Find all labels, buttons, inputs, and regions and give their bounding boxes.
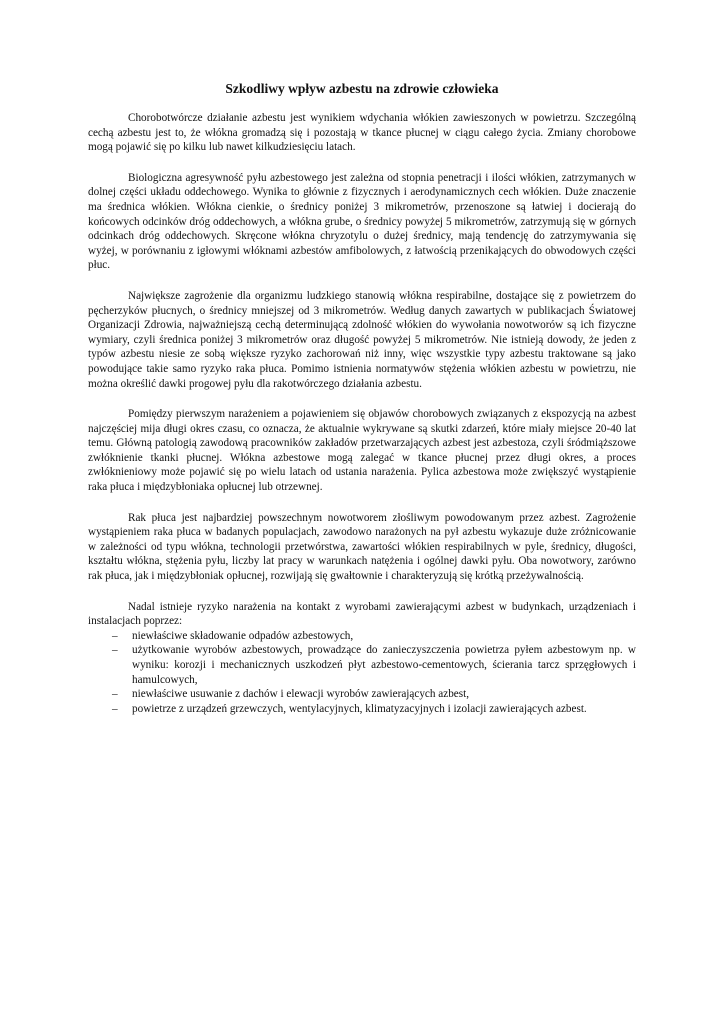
list-item bbox=[88, 687, 636, 702]
bullet-dash: – bbox=[112, 629, 118, 642]
list-item bbox=[88, 643, 636, 687]
paragraph-exposure-risk: Nadal istnieje ryzyko narażenia na kontakt z wyrobami zawierającymi azbest w budynkach, urządzeniach i instalacjach poprzez: bbox=[88, 600, 636, 628]
list-item bbox=[88, 702, 636, 717]
bullet-dash: – bbox=[112, 702, 118, 715]
bullet-dash: – bbox=[112, 644, 118, 657]
document-page bbox=[88, 80, 636, 716]
list-item-text: niewłaściwe składowanie odpadów azbestowych, bbox=[132, 629, 354, 642]
list-item-text: powietrze z urządzeń grzewczych, wentylacyjnych, klimatyzacyjnych i izolacji zawierających azbest. bbox=[132, 702, 587, 715]
list-item-text: niewłaściwe usuwanie z dachów i elewacji wyrobów zawierających azbest, bbox=[132, 688, 470, 701]
bullet-dash: – bbox=[112, 688, 118, 701]
paragraph-latency-asbestosis: Pomiędzy pierwszym narażeniem a pojawieniem się objawów chorobowych związanych z ekspozycją na azbest najczęściej mija długi okres czasu, co oznacza, że aktualnie wykrywane są skutki zdarzeń, które miały miejsce 20-40 lat temu. Główną patologią zawodową pracowników zakładów przetwarzających azbest jest azbestoza, czyli śródmiąższowe zwłóknienie tkanki płucnej. Włókna azbestowe mogą zalegać w tkance płucnej przez długi okres, a proces zwłóknieniowy może pojawić się po wielu latach od ustania narażenia. Pylica azbestowa może zwiększyć wystąpienie raka płuca i międzybłoniaka opłucnej lub otrzewnej. bbox=[88, 408, 636, 494]
list-item-text: użytkowanie wyrobów azbestowych, prowadzące do zanieczyszczenia powietrza pyłem azbestowym np. w wyniku: korozji i mechanicznych uszkodzeń płyt azbestowo-cementowych, ścierania tarcz sprzęgłowych i hamulcowych, bbox=[132, 644, 636, 686]
document-title: Szkodliwy wpływ azbestu na zdrowie człowieka bbox=[225, 81, 499, 96]
paragraph-lung-cancer: Rak płuca jest najbardziej powszechnym nowotworem złośliwym powodowanym przez azbest. Zagrożenie wystąpieniem raka płuca w badanych populacjach, zawodowo narażonych na pył azbestu wykazuje duże zróżnicowanie w zależności od typu włókna, technologii przetwórstwa, zawartości włókien respirabilnych w pyle, średnicy, długości, kształtu włókna, stężenia pyłu, liczby lat pracy w warunkach natężenia i ogólnej dawki pyłu. Oba nowotwory, zarówno rak płuca, jak i międzybłoniak opłucnej, rozwijają się gwałtownie i charakteryzują się krótką przeżywalnością. bbox=[88, 511, 636, 583]
paragraph-intro: Chorobotwórcze działanie azbestu jest wynikiem wdychania włókien zawieszonych w powietrzu. Szczególną cechą azbestu jest to, że włókna gromadzą się i pozostają w tkance płucnej w ciągu całego życia. Zmiany chorobowe mogą pojawić się po kilku lub nawet kilkudziesięciu latach. bbox=[88, 112, 636, 154]
exposure-sources-list bbox=[88, 629, 636, 717]
paragraph-biological-aggressiveness: Biologiczna agresywność pyłu azbestowego jest zależna od stopnia penetracji i ilości włókien, zatrzymanych w dolnej części układu oddechowego. Wynika to głównie z fizycznych i aerodynamicznych cech włókien. Duże znaczenie ma średnica włókien. Włókna cienkie, o średnicy poniżej 3 mikrometrów, przenoszone są łatwiej i docierają do końcowych odcinków dróg oddechowych, a włókna grube, o średnicy powyżej 5 mikrometrów, zatrzymują się w górnych odcinkach dróg oddechowych. Skręcone włókna chryzotylu o dużej średnicy, mają tendencję do zatrzymywania się wyżej, w porównaniu z igłowymi włóknami azbestów amfibolowych, z łatwością przenikających do obwodowych części płuc. bbox=[88, 171, 636, 272]
list-item bbox=[88, 629, 636, 644]
paragraph-greatest-threat: Największe zagrożenie dla organizmu ludzkiego stanowią włókna respirabilne, dostające się z powietrzem do pęcherzyków płucnych, o średnicy mniejszej od 3 mikrometrów. Według danych zawartych w publikacjach Światowej Organizacji Zdrowia, najważniejszą cechą determinującą zdolność włókien do wywołania nowotworów są ich fizyczne wymiary, czyli średnica poniżej 3 mikrometrów oraz długość powyżej 5 mikrometrów. Nie istnieją dowody, że jeden z typów azbestu niesie ze sobą większe ryzyko zachorowań niż inny, więc wszystkie typy azbestu traktowane są jako powodujące takie samo ryzyko raka płuca. Pomimo istnienia normatywów stężenia włókien azbestu w powietrzu, nie można określić dawki progowej pyłu dla rakotwórczego działania azbestu. bbox=[88, 289, 636, 390]
